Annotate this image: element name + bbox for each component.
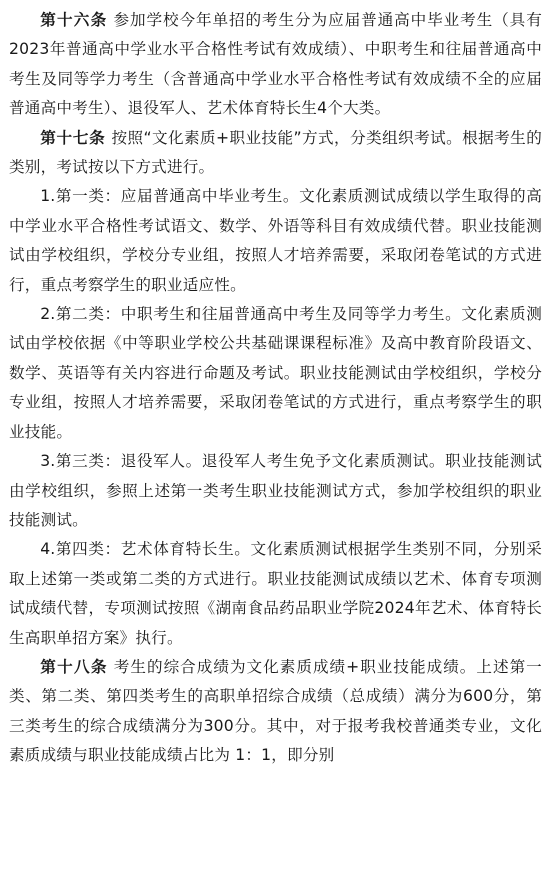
category-2-paragraph — [9, 300, 542, 447]
article-16-label: 第十六条 — [40, 11, 108, 29]
article-17-label: 第十七条 — [40, 128, 106, 147]
article-16-paragraph — [9, 6, 542, 124]
article-17-paragraph — [9, 124, 542, 183]
article-18-paragraph — [9, 653, 542, 771]
category-3-text: 3.第三类：退役军人。退役军人考生免予文化素质测试。职业技能测试由学校组织，参照上述第一类考生职业技能测试方式，参加学校组织的职业技能测试。 — [9, 452, 542, 529]
article-18-label: 第十八条 — [40, 657, 108, 676]
article-18-text: 考生的综合成绩为文化素质成绩+职业技能成绩。上述第一类、第二类、第四类考生的高职单招综合成绩（总成绩）满分为600分，第三类考生的综合成绩满分为300分。其中，对于报考我校普通类专业，文化素质成绩与职业技能成绩占比为 1：1，即分别 — [9, 657, 542, 765]
category-2-text: 2.第二类：中职考生和往届普通高中考生及同等学力考生。文化素质测试由学校依据《中等职业学校公共基础课课程标准》及高中教育阶段语文、数学、英语等有关内容进行命题及考试。职业技能测试由学校组织，学校分专业组，按照人才培养需要，采取闭卷笔试的方式进行，重点考察学生的职业技能。 — [9, 305, 542, 441]
category-3-paragraph — [9, 447, 542, 535]
category-4-text: 4.第四类：艺术体育特长生。文化素质测试根据学生类别不同，分别采取上述第一类或第二类的方式进行。职业技能测试成绩以艺术、体育专项测试成绩代替，专项测试按照《湖南食品药品职业学院2024年艺术、体育特长生高职单招方案》执行。 — [9, 540, 542, 647]
article-17-text: 按照“文化素质+职业技能”方式，分类组织考试。根据考生的类别，考试按以下方式进行。 — [9, 128, 542, 177]
category-1-text: 1.第一类：应届普通高中毕业考生。文化素质测试成绩以学生取得的高中学业水平合格性考试语文、数学、外语等科目有效成绩代替。职业技能测试由学校组织，学校分专业组，按照人才培养需要，采取闭卷笔试的方式进行，重点考察学生的职业适应性。 — [9, 187, 542, 294]
category-4-paragraph — [9, 535, 542, 653]
article-16-text: 参加学校今年单招的考生分为应届普通高中毕业考生（具有2023年普通高中学业水平合格性考试有效成绩）、中职考生和往届普通高中考生及同等学力考生（含普通高中学业水平合格性考试有效成绩不全的应届普通高中考生）、退役军人、艺术体育特长生4个大类。 — [9, 11, 542, 118]
category-1-paragraph — [9, 182, 542, 300]
